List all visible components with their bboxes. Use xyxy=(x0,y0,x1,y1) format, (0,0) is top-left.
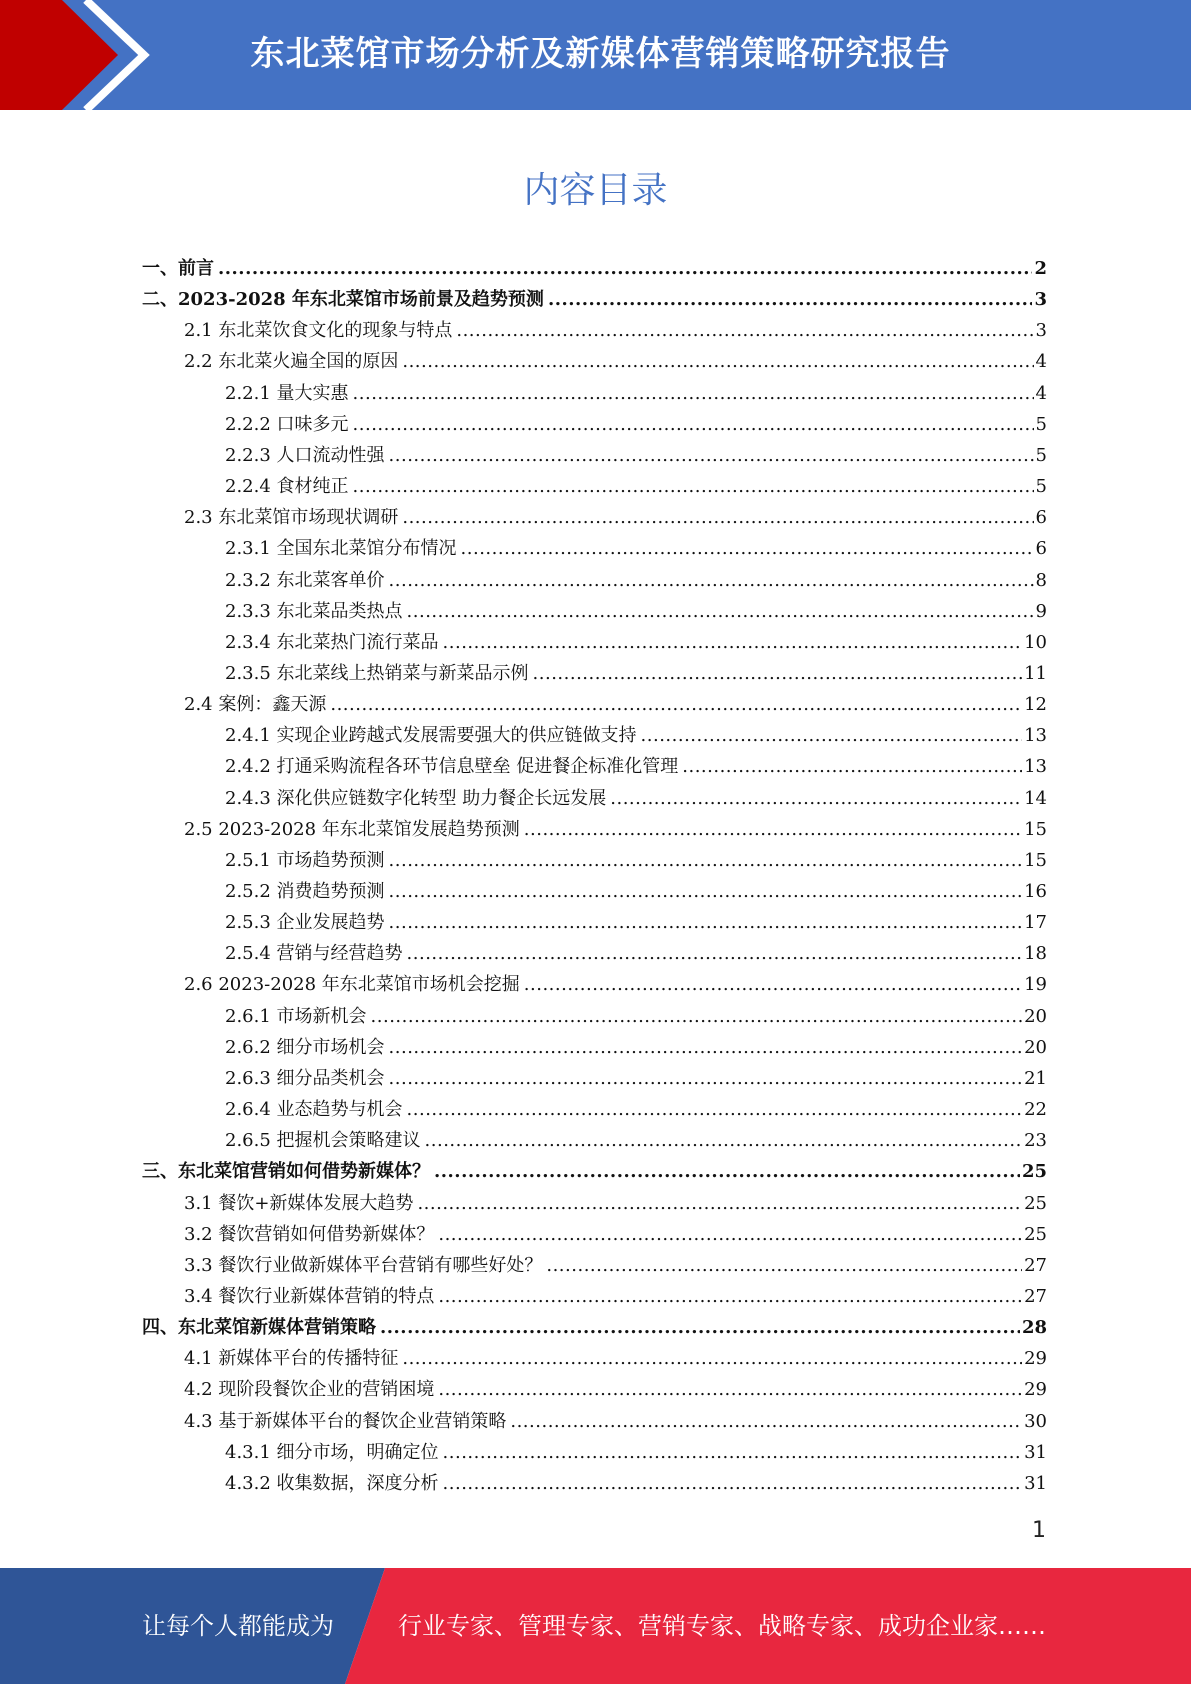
toc-entry-label: 2.2.1 量大实惠 xyxy=(225,383,349,404)
toc-entry-label: 2.2.3 人口流动性强 xyxy=(225,445,385,466)
toc-entry-label: 2.3.3 东北菜品类热点 xyxy=(225,601,403,622)
toc-entry[interactable] xyxy=(184,1188,1047,1219)
toc-entry[interactable] xyxy=(225,1032,1047,1063)
toc-entry-label: 3.4 餐饮行业新媒体营销的特点 xyxy=(184,1286,435,1307)
toc-entry-page: 11 xyxy=(1024,663,1047,684)
toc-entry[interactable] xyxy=(225,378,1047,409)
toc-entry[interactable] xyxy=(184,814,1047,845)
toc-dot-leader xyxy=(407,1094,1023,1125)
toc-dot-leader xyxy=(353,409,1034,440)
toc-dot-leader xyxy=(443,627,1023,658)
toc-entry-page: 6 xyxy=(1035,538,1047,559)
toc-dot-leader xyxy=(546,1250,1022,1281)
toc-dot-leader xyxy=(389,565,1034,596)
toc-entry[interactable] xyxy=(184,1281,1047,1312)
toc-dot-leader xyxy=(402,346,1033,377)
toc-entry[interactable] xyxy=(225,938,1047,969)
toc-dot-leader xyxy=(330,689,1022,720)
toc-entry[interactable] xyxy=(225,1125,1047,1156)
toc-dot-leader xyxy=(524,969,1022,1000)
page-number: 1 xyxy=(1032,1518,1046,1543)
toc-entry-page: 3 xyxy=(1034,289,1047,310)
toc-entry-label: 4.2 现阶段餐饮企业的营销困境 xyxy=(184,1379,435,1400)
toc-entry-page: 15 xyxy=(1024,850,1047,871)
toc-entry[interactable] xyxy=(225,876,1047,907)
toc-entry-page: 20 xyxy=(1024,1006,1047,1027)
toc-entry[interactable] xyxy=(225,409,1047,440)
toc-entry-page: 20 xyxy=(1024,1037,1047,1058)
toc-entry-label: 2.4.1 实现企业跨越式发展需要强大的供应链做支持 xyxy=(225,725,637,746)
toc-entry-page: 13 xyxy=(1024,756,1047,777)
toc-entry-label: 2.6 2023-2028 年东北菜馆市场机会挖掘 xyxy=(184,974,520,995)
toc-entry-label: 2.4.2 打通采购流程各环节信息壁垒 促进餐企标准化管理 xyxy=(225,756,679,777)
toc-dot-leader xyxy=(438,1281,1022,1312)
toc-entry-page: 23 xyxy=(1024,1130,1047,1151)
toc-entry-page: 3 xyxy=(1035,320,1047,341)
toc-entry-page: 17 xyxy=(1024,912,1047,933)
toc-entry[interactable] xyxy=(225,751,1047,782)
toc-dot-leader xyxy=(407,938,1023,969)
toc-dot-leader xyxy=(438,1374,1022,1405)
toc-entry-label: 2.5 2023-2028 年东北菜馆发展趋势预测 xyxy=(184,819,520,840)
toc-entry-page: 18 xyxy=(1024,943,1047,964)
toc-entry-label: 2.3.1 全国东北菜馆分布情况 xyxy=(225,538,457,559)
toc-dot-leader xyxy=(434,1156,1020,1187)
footer-slogan-left: 让每个人都能成为 xyxy=(142,1612,334,1640)
toc-entry-label: 2.3.4 东北菜热门流行菜品 xyxy=(225,632,439,653)
toc-entry-page: 5 xyxy=(1035,414,1047,435)
toc-entry-label: 2.3.2 东北菜客单价 xyxy=(225,570,385,591)
toc-entry-page: 2 xyxy=(1034,258,1047,279)
toc-dot-leader xyxy=(425,1125,1023,1156)
header-banner xyxy=(0,0,1191,110)
toc-entry-label: 2.2.2 口味多元 xyxy=(225,414,349,435)
toc-entry-page: 25 xyxy=(1024,1193,1047,1214)
toc-entry-label: 2.6.5 把握机会策略建议 xyxy=(225,1130,421,1151)
toc-dot-leader xyxy=(389,1032,1023,1063)
toc-entry-label: 2.4.3 深化供应链数字化转型 助力餐企长远发展 xyxy=(225,788,607,809)
toc-entry[interactable] xyxy=(142,1156,1047,1187)
toc-entry[interactable] xyxy=(225,440,1047,471)
toc-entry[interactable] xyxy=(225,1468,1047,1499)
toc-entry-label: 2.6.1 市场新机会 xyxy=(225,1006,367,1027)
toc-dot-leader xyxy=(443,1468,1023,1499)
toc-entry[interactable] xyxy=(142,284,1047,315)
report-title: 东北菜馆市场分析及新媒体营销策略研究报告 xyxy=(250,34,951,74)
toc-entry-label: 2.5.1 市场趋势预测 xyxy=(225,850,385,871)
toc-entry-label: 2.6.2 细分市场机会 xyxy=(225,1037,385,1058)
toc-dot-leader xyxy=(402,502,1033,533)
toc-entry-label: 二、2023-2028 年东北菜馆市场前景及趋势预测 xyxy=(142,289,544,310)
toc-entry[interactable] xyxy=(225,658,1047,689)
toc-entry[interactable] xyxy=(142,1312,1047,1343)
toc-entry[interactable] xyxy=(225,907,1047,938)
toc-entry-label: 2.5.4 营销与经营趋势 xyxy=(225,943,403,964)
toc-entry-label: 2.6.4 业态趋势与机会 xyxy=(225,1099,403,1120)
toc-entry-page: 4 xyxy=(1035,383,1047,404)
toc-dot-leader xyxy=(533,658,1023,689)
toc-dot-leader xyxy=(353,378,1034,409)
toc-dot-leader xyxy=(218,253,1032,284)
toc-entry[interactable] xyxy=(184,315,1047,346)
toc-entry-label: 4.3.1 细分市场，明确定位 xyxy=(225,1442,439,1463)
toc-entry[interactable] xyxy=(225,720,1047,751)
toc-entry[interactable] xyxy=(225,533,1047,564)
toc-entry[interactable] xyxy=(184,1219,1047,1250)
toc-dot-leader xyxy=(682,751,1022,782)
toc-dot-leader xyxy=(461,533,1034,564)
toc-entry[interactable] xyxy=(184,1250,1047,1281)
toc-entry-label: 四、东北菜馆新媒体营销策略 xyxy=(142,1317,376,1338)
footer-banner xyxy=(0,1568,1191,1684)
toc-entry[interactable] xyxy=(142,253,1047,284)
toc-entry-label: 4.1 新媒体平台的传播特征 xyxy=(184,1348,399,1369)
toc-entry-label: 2.6.3 细分品类机会 xyxy=(225,1068,385,1089)
toc-entry-page: 25 xyxy=(1024,1224,1047,1245)
toc-entry[interactable] xyxy=(184,1374,1047,1405)
toc-entry-page: 28 xyxy=(1021,1317,1047,1338)
toc-entry-page: 10 xyxy=(1024,632,1047,653)
toc-entry-page: 21 xyxy=(1024,1068,1047,1089)
toc-entry-page: 27 xyxy=(1024,1286,1047,1307)
toc-dot-leader xyxy=(438,1219,1022,1250)
toc-entry-page: 15 xyxy=(1024,819,1047,840)
toc-entry-label: 3.3 餐饮行业做新媒体平台营销有哪些好处？ xyxy=(184,1255,543,1276)
toc-entry[interactable] xyxy=(225,565,1047,596)
toc-entry-page: 27 xyxy=(1024,1255,1047,1276)
toc-entry-label: 3.2 餐饮营销如何借势新媒体？ xyxy=(184,1224,435,1245)
toc-entry-label: 4.3.2 收集数据，深度分析 xyxy=(225,1473,439,1494)
toc-dot-leader xyxy=(389,876,1023,907)
toc-dot-leader xyxy=(417,1188,1022,1219)
footer-slogan-right: 行业专家、管理专家、营销专家、战略专家、成功企业家…… xyxy=(398,1612,1046,1640)
toc-entry-page: 31 xyxy=(1024,1442,1047,1463)
toc-dot-leader xyxy=(510,1406,1022,1437)
toc-dot-leader xyxy=(443,1437,1023,1468)
toc-entry-label: 4.3 基于新媒体平台的餐饮企业营销策略 xyxy=(184,1411,507,1432)
toc-entry-page: 25 xyxy=(1021,1161,1047,1182)
toc-entry-page: 22 xyxy=(1024,1099,1047,1120)
toc-dot-leader xyxy=(407,596,1034,627)
toc-entry-page: 30 xyxy=(1024,1411,1047,1432)
toc-entry-label: 2.3.5 东北菜线上热销菜与新菜品示例 xyxy=(225,663,529,684)
toc-title: 内容目录 xyxy=(523,170,668,211)
toc-entry-page: 13 xyxy=(1024,725,1047,746)
toc-entry-page: 6 xyxy=(1035,507,1047,528)
toc-dot-leader xyxy=(371,1001,1023,1032)
toc-entry[interactable] xyxy=(184,969,1047,1000)
toc-entry-label: 2.5.3 企业发展趋势 xyxy=(225,912,385,933)
toc-entry[interactable] xyxy=(225,471,1047,502)
toc-entry-page: 19 xyxy=(1024,974,1047,995)
toc-entry-label: 2.5.2 消费趋势预测 xyxy=(225,881,385,902)
toc-entry-page: 5 xyxy=(1035,445,1047,466)
toc-dot-leader xyxy=(456,315,1033,346)
toc-entry-page: 16 xyxy=(1024,881,1047,902)
toc-entry-label: 三、东北菜馆营销如何借势新媒体？ xyxy=(142,1161,430,1182)
toc-entry[interactable] xyxy=(184,502,1047,533)
toc-entry-label: 2.2 东北菜火遍全国的原因 xyxy=(184,351,399,372)
toc-entry[interactable] xyxy=(225,1063,1047,1094)
toc-entry[interactable] xyxy=(225,627,1047,658)
toc-dot-leader xyxy=(641,720,1023,751)
toc-dot-leader xyxy=(610,783,1022,814)
toc-entry-page: 12 xyxy=(1024,694,1047,715)
toc-dot-leader xyxy=(524,814,1022,845)
toc-entry-page: 31 xyxy=(1024,1473,1047,1494)
toc-entry[interactable] xyxy=(184,1343,1047,1374)
toc-dot-leader xyxy=(402,1343,1022,1374)
toc-entry[interactable] xyxy=(225,845,1047,876)
toc-entry-label: 2.3 东北菜馆市场现状调研 xyxy=(184,507,399,528)
toc-entry-page: 29 xyxy=(1024,1379,1047,1400)
toc-dot-leader xyxy=(380,1312,1020,1343)
toc-entry-label: 一、前言 xyxy=(142,258,214,279)
toc-entry[interactable] xyxy=(225,1001,1047,1032)
toc-entry-page: 8 xyxy=(1035,570,1047,591)
toc-entry-label: 3.1 餐饮+新媒体发展大趋势 xyxy=(184,1193,414,1214)
toc-dot-leader xyxy=(548,284,1033,315)
toc-dot-leader xyxy=(389,440,1034,471)
toc-entry[interactable] xyxy=(225,596,1047,627)
toc-entry-page: 4 xyxy=(1035,351,1047,372)
toc-entry[interactable] xyxy=(225,1094,1047,1125)
toc-entry[interactable] xyxy=(184,346,1047,377)
toc-dot-leader xyxy=(389,1063,1023,1094)
toc-entry[interactable] xyxy=(184,689,1047,720)
toc-entry[interactable] xyxy=(225,1437,1047,1468)
toc-entry-page: 14 xyxy=(1024,788,1047,809)
toc-dot-leader xyxy=(389,845,1023,876)
toc-entry-label: 2.2.4 食材纯正 xyxy=(225,476,349,497)
toc-entry-page: 29 xyxy=(1024,1348,1047,1369)
toc-entry[interactable] xyxy=(184,1406,1047,1437)
toc-dot-leader xyxy=(389,907,1023,938)
toc-entry-label: 2.4 案例：鑫天源 xyxy=(184,694,327,715)
toc-entry-page: 9 xyxy=(1035,601,1047,622)
toc-entry[interactable] xyxy=(225,783,1047,814)
toc-entry-page: 5 xyxy=(1035,476,1047,497)
toc-entry-label: 2.1 东北菜饮食文化的现象与特点 xyxy=(184,320,453,341)
toc-dot-leader xyxy=(353,471,1034,502)
